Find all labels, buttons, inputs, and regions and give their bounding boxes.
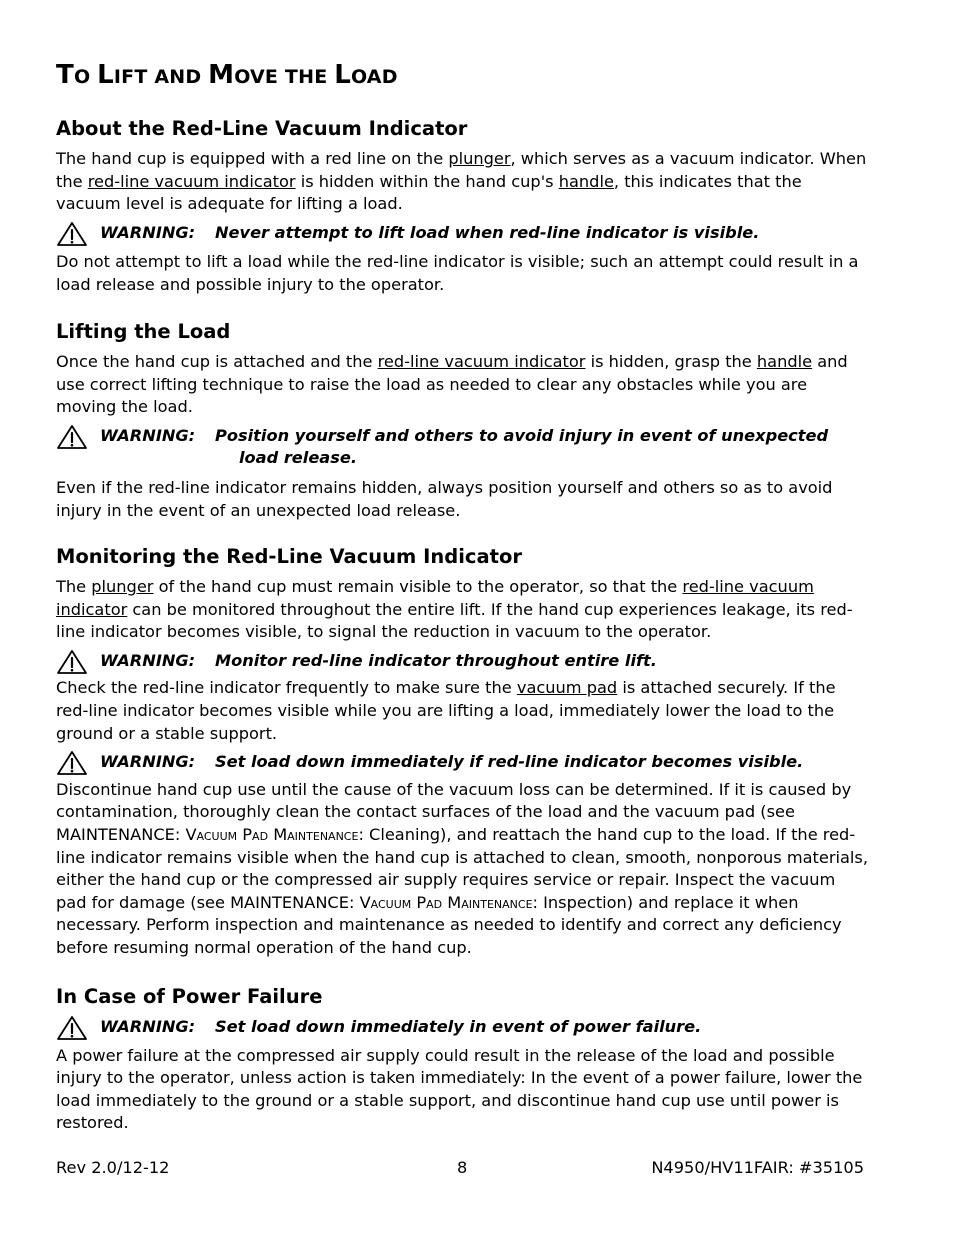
term-plunger: plunger xyxy=(91,577,154,596)
section-heading: About the Red-Line Vacuum Indicator xyxy=(56,117,468,140)
section-heading: Monitoring the Red-Line Vacuum Indicator xyxy=(56,545,522,568)
text: of the hand cup must remain visible to the operator, so that the xyxy=(153,577,683,596)
warning-text-continued: load release. xyxy=(239,448,357,468)
paragraph xyxy=(56,351,868,419)
text: Check the red-line indicator frequently to make sure the xyxy=(56,678,517,698)
paragraph xyxy=(56,677,868,745)
warning-callout xyxy=(56,1016,868,1039)
title-part: T xyxy=(56,60,74,90)
title-part: L xyxy=(97,60,114,90)
paragraph xyxy=(56,576,868,644)
warning-triangle-icon xyxy=(56,750,88,776)
text: is hidden, grasp the xyxy=(585,352,757,371)
warning-label: WARNING: xyxy=(100,425,196,445)
title-part: OAD xyxy=(350,66,398,88)
section-about-indicator xyxy=(56,117,868,297)
warning-label: WARNING: xyxy=(100,752,196,772)
warning-triangle-icon xyxy=(56,1015,88,1041)
paragraph xyxy=(56,148,868,216)
text: The hand cup is equipped with a red line on the xyxy=(56,149,449,168)
text: can be monitored throughout the entire lift. If the hand cup experiences leakage, its red-line indicator becomes visible, to signal the reduction in vacuum to the operator. xyxy=(56,599,853,642)
warning-callout xyxy=(56,425,868,470)
warning-triangle-icon xyxy=(56,649,88,675)
warning-callout xyxy=(56,751,868,774)
term-handle: handle xyxy=(558,171,614,191)
cross-reference: Vacuum Pad Maintenance xyxy=(359,892,533,912)
title-part: IFT AND xyxy=(113,66,209,88)
section-heading: Lifting the Load xyxy=(56,320,231,343)
revision-label: Rev 2.0/12-12 xyxy=(56,1158,170,1177)
warning-triangle-icon xyxy=(56,221,88,247)
section-power-failure xyxy=(56,985,868,1135)
warning-text: Set load down immediately in event of power failure. xyxy=(215,1017,702,1036)
paragraph: A power failure at the compressed air supply could result in the release of the load and possible injury to the operator, unless action is taken immediately: In the event of a power failure, lower the load immediately to the ground or a stable support, and discontinue hand cup use until power is restored. xyxy=(56,1045,863,1133)
warning-label: WARNING: xyxy=(100,650,196,670)
page-title xyxy=(56,60,398,90)
text: Once the hand cup is attached and the xyxy=(56,352,378,371)
term-handle: handle xyxy=(756,352,813,371)
warning-text: Never attempt to lift load when red-line indicator is visible. xyxy=(215,222,760,242)
warning-label: WARNING: xyxy=(100,222,196,242)
paragraph: Even if the red-line indicator remains hidden, always position yourself and others so as to avoid injury in the event of an unexpected load release. xyxy=(56,477,833,520)
text: is attached securely. If the red-line indicator becomes visible while you are lifting a load, immediately lower the load to the ground or a stable support. xyxy=(56,678,836,743)
page-number: 8 xyxy=(457,1158,468,1177)
term-red-line-indicator: red-line vacuum indicator xyxy=(87,171,296,191)
paragraph xyxy=(56,779,868,960)
term-red-line-indicator: red-line vacuum indicator xyxy=(377,352,586,371)
text: The xyxy=(56,577,92,596)
warning-text: Set load down immediately if red-line indicator becomes visible. xyxy=(215,752,804,772)
title-part: L xyxy=(334,60,351,90)
text: and use correct lifting technique to raise the load as needed to clear any obstacles while you are moving the load. xyxy=(56,352,848,417)
title-part: O xyxy=(73,66,98,88)
term-vacuum-pad: vacuum pad xyxy=(516,678,618,698)
section-monitoring-indicator xyxy=(56,545,868,960)
warning-callout xyxy=(56,222,868,245)
text: , this indicates that the vacuum level is adequate for lifting a load. xyxy=(56,171,802,214)
title-part: M xyxy=(208,60,235,90)
paragraph: Do not attempt to lift a load while the red-line indicator is visible; such an attempt could result in a load release and possible injury to the operator. xyxy=(56,252,859,294)
term-red-line-indicator: red-line vacuum indicator xyxy=(56,577,814,619)
section-heading: In Case of Power Failure xyxy=(56,985,323,1008)
warning-text: Monitor red-line indicator throughout entire lift. xyxy=(215,650,657,670)
term-plunger: plunger xyxy=(448,149,511,168)
text: : Cleaning), and reattach the hand cup to the load. If the red-line indicator remains visible when the hand cup is attached to clean, smooth, nonporous materials, either the hand cup or the compressed air supply requires service or repair. Inspect the vacuum pad for damage (see MAINTENANCE: xyxy=(56,824,869,912)
cross-reference: Vacuum Pad Maintenance xyxy=(185,824,359,844)
warning-text: Position yourself and others to avoid injury in event of unexpected xyxy=(215,425,829,445)
warning-callout xyxy=(56,650,868,673)
warning-label: WARNING: xyxy=(100,1017,196,1036)
text: Discontinue hand cup use until the cause of the vacuum loss can be determined. If it is caused by contamination, thoroughly clean the contact surfaces of the load and the vacuum pad (see MAINTENANCE: xyxy=(56,779,852,844)
text: : Inspection) and replace it when necessary. Perform inspection and maintenance as needed to identify and correct any deficiency before resuming normal operation of the hand cup. xyxy=(56,892,842,957)
section-lifting-load xyxy=(56,320,868,522)
warning-triangle-icon xyxy=(56,424,88,450)
title-part: OVE THE xyxy=(234,66,335,88)
document-id: N4950/HV11FAIR: #35105 xyxy=(651,1158,864,1177)
text: , which serves as a vacuum indicator. When the xyxy=(56,149,867,191)
text: is hidden within the hand cup's xyxy=(295,171,559,191)
